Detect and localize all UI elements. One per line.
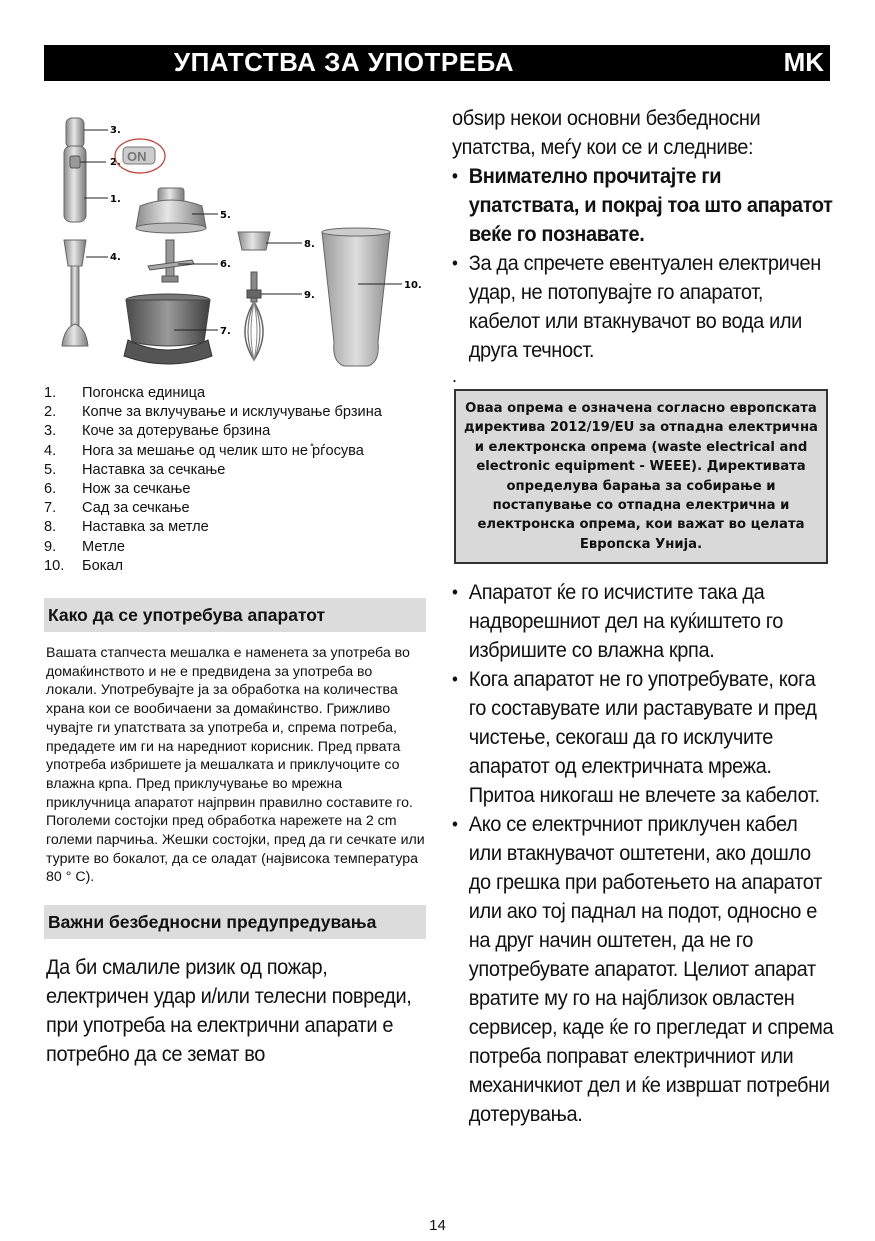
callout-3: 3. — [110, 125, 121, 136]
list-item: 2. Копче за вклучување и исклучување брзина — [44, 404, 382, 421]
callout-10: 10. — [404, 280, 422, 291]
list-item: • Апаратот ќе го исчистите така да надворешниот дел на куќиштето го избришите со влажна крпа. — [452, 578, 833, 665]
left-column — [44, 110, 426, 1069]
language-code: MK — [783, 47, 824, 77]
whisk — [245, 272, 263, 360]
usage-paragraph: Вашата стапчеста мешалка е наменета за употреба во домаќинството и не е предвидена за употреба во локали. Употребувајте ја за обработка на количества храна кои се вообичаени за домаќинство. Грижливо чувајте ги упатствата за употреба и, спрема потреба, предадете им ги на наредниот корисник. Пред првата употреба избришете ја мешалката и приклучоците со влажна крпа. Пред приклучување во мрежна приклучница апаратот најпрвин правилно составите го. Поголеми состојки пред обработка нарежете на 2 cm големи парчиња. Жешки состојки, пред да ги сечкате или турите во бокалот, да се оладат (највисока температура 80 ° C). — [46, 645, 425, 886]
list-item: • Ако се електрчниот приклучен кабел или втакнувачот оштетени, ако дошло до грешка при работењето на апаратот или ако тој паднал на подот, односно е на друг начин оштетен, да не го употребувате апаратот. Целиот апарат вратите му го на најблизок овластен сервисер, каде ќе го прегледат и спрема потреба поправат електричниот или механичкиот дел и ќе извршат потребни дотерувања. — [452, 810, 833, 1129]
callout-6: 6. — [220, 259, 231, 270]
safety-intro: Да би смалиле ризик од пожар, електричен удар и/или телесни повреди, при употреба на електрични апарати е потребно да се земат во — [46, 955, 412, 1067]
list-item: • Кога апаратот не го употребувате, кога го составувате или раставувате и пред чистење, секогаш да го исклучите апаратот од електричната мрежа. Притоа никогаш не влечете за кабелот. — [452, 665, 833, 810]
chopper-blade — [148, 240, 194, 282]
section-heading-safety: Важни безбедносни предупредувања — [44, 905, 426, 939]
callout-4: 4. — [110, 252, 121, 263]
parts-list — [44, 384, 426, 576]
callout-2: 2. — [110, 157, 121, 168]
list-item: 10. Бокал — [44, 557, 124, 574]
page-number: 14 — [429, 1217, 446, 1234]
list-item: 5. Наставка за сечкање — [44, 461, 226, 478]
chopper-lid — [136, 188, 206, 233]
safety-continuation: обѕир некои основни безбедносни упатства, меѓу кои се и следниве: — [452, 106, 761, 159]
list-item: • Внимателно прочитајте ги упатствата, и покрај тоа што апаратот веќе го познавате. — [452, 162, 833, 249]
list-item: • За да спречете евентуален електричен удар, не потопувајте го апаратот, кабелот или втакнувачот во вода или друга течност. — [452, 249, 833, 365]
callout-8: 8. — [304, 239, 315, 250]
list-item: 4. Нога за мешање од челик што не ̊рѓосува — [44, 442, 364, 459]
callout-7: 7. — [220, 326, 231, 337]
callout-9: 9. — [304, 290, 315, 301]
safety-bullets-top — [452, 162, 833, 365]
list-item: 9. Метле — [44, 538, 125, 555]
blender-parts-illustration — [44, 110, 426, 372]
weee-notice-box: Оваа опрема е означена согласно европската директива 2012/19/EU за отпадна електрична и електронска опрема (waste electrical and electronic equipment - WEEE). Директивата определува барања за собирање и постапување со отпадна електрична и електронска опрема, кои важат во целата Европска Унија. — [454, 389, 828, 564]
page-title: УПАТСТВА ЗА УПОТРЕБА — [173, 47, 515, 77]
callout-1: 1. — [110, 194, 121, 205]
motor-unit — [64, 118, 86, 222]
section-heading-usage: Како да се употребува апаратот — [44, 598, 426, 632]
whisk-adapter — [238, 232, 270, 250]
blender-leg — [62, 240, 88, 346]
safety-bullets-bottom — [452, 578, 833, 1129]
callout-5: 5. — [220, 210, 231, 221]
beaker — [322, 228, 390, 366]
stray-dot: . — [452, 366, 458, 386]
list-item: 6. Нож за сечкање — [44, 481, 191, 498]
list-item: 3. Коче за дотерување брзина — [44, 423, 271, 440]
right-column — [452, 104, 834, 1129]
list-item: 7. Сад за сечкање — [44, 500, 190, 517]
parts-diagram — [44, 110, 426, 372]
list-item: 1. Погонска единица — [44, 385, 206, 401]
list-item: 8. Наставка за метле — [44, 519, 209, 536]
on-label: ON — [127, 149, 147, 164]
chopper-bowl — [124, 294, 212, 364]
header-bar — [44, 45, 830, 81]
